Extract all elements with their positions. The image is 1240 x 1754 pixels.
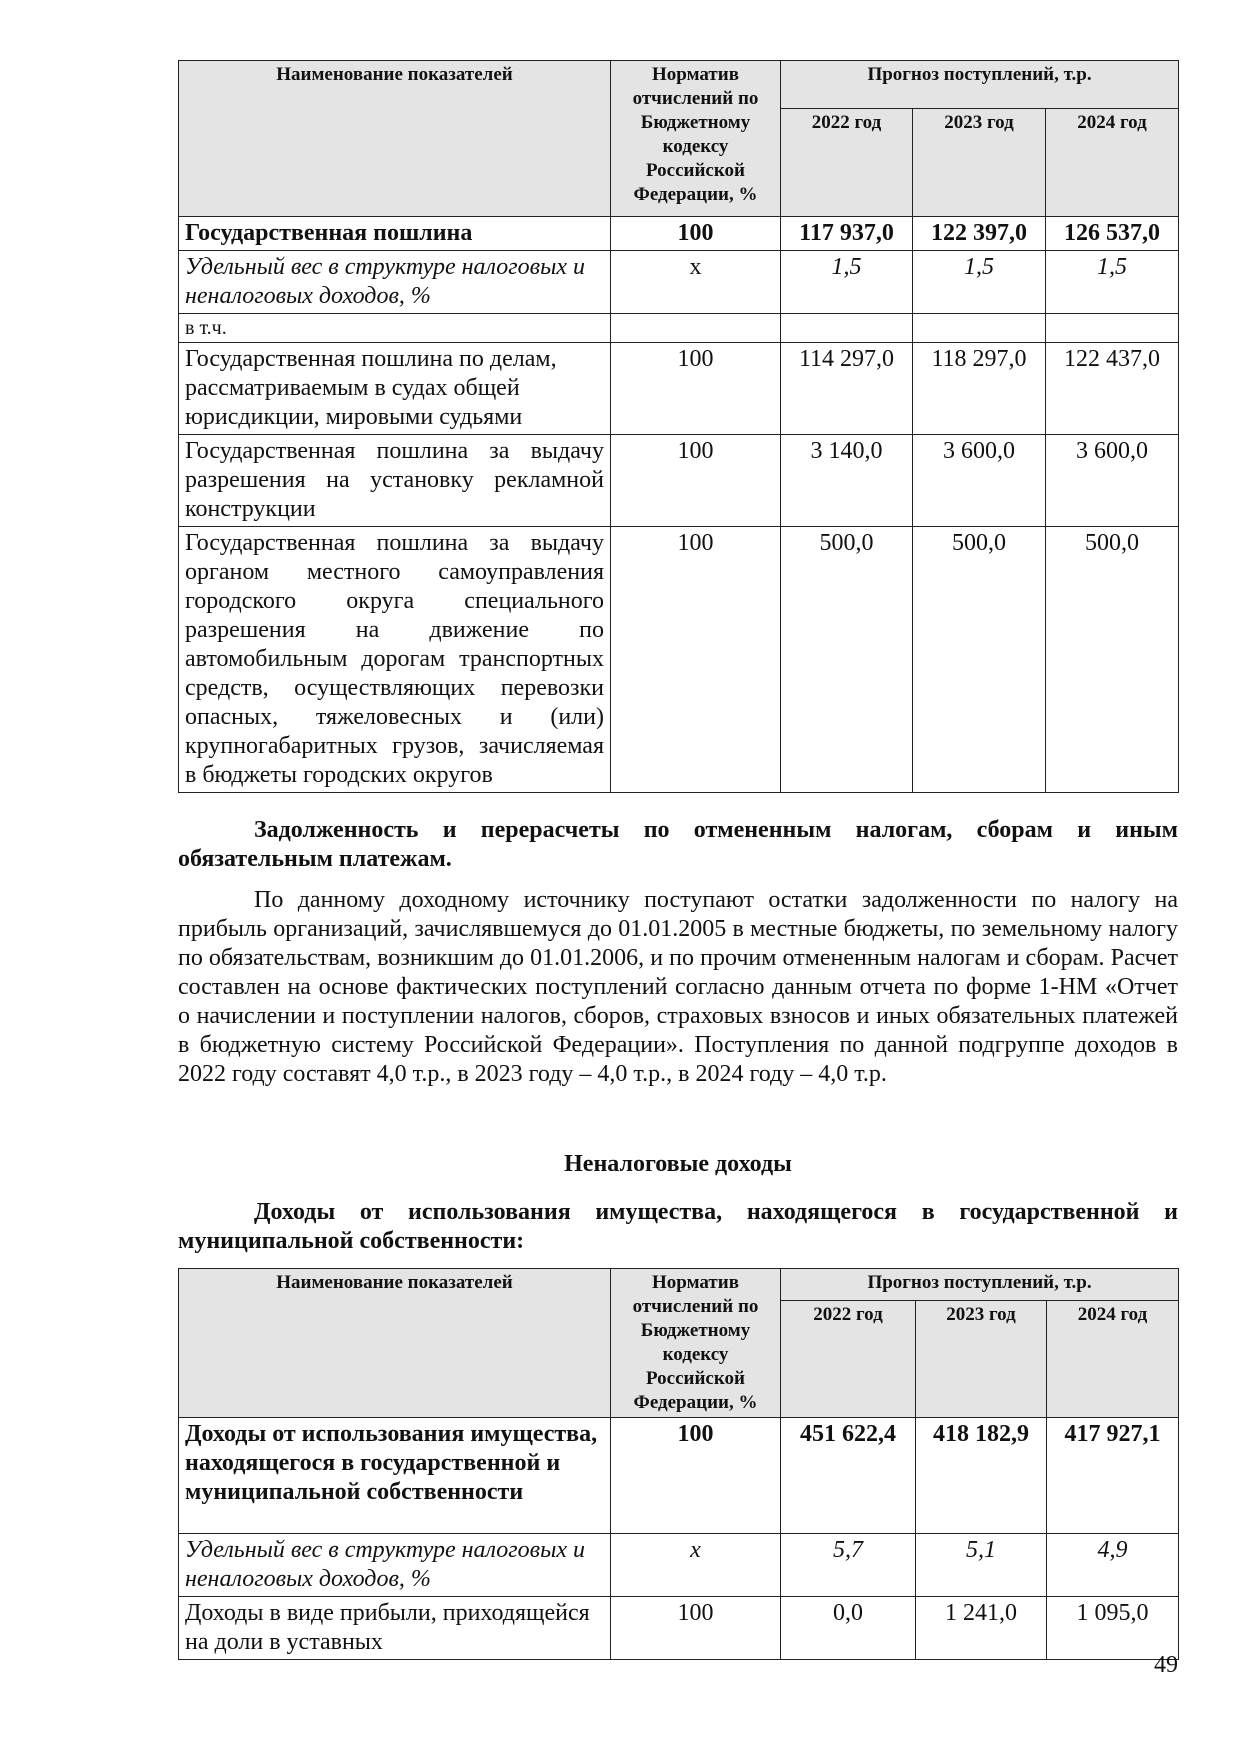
row-name: Доходы от использования имущества, находящегося в государственной и муниципальной собственности — [179, 1418, 611, 1534]
row-name: в т.ч. — [179, 314, 611, 343]
row-value-2023: 500,0 — [913, 527, 1046, 793]
row-norm — [611, 314, 781, 343]
row-norm: x — [611, 1534, 781, 1597]
row-value-2024: 4,9 — [1047, 1534, 1179, 1597]
row-value-2022: 5,7 — [781, 1534, 916, 1597]
header-year-2023: 2023 год — [916, 1301, 1047, 1418]
row-value-2024: 122 437,0 — [1046, 343, 1179, 435]
row-value-2024: 1 095,0 — [1047, 1597, 1179, 1660]
row-value-2024: 1,5 — [1046, 251, 1179, 314]
row-name: Государственная пошлина — [179, 217, 611, 251]
header-name: Наименование показателей — [179, 61, 611, 217]
row-value-2022: 0,0 — [781, 1597, 916, 1660]
header-forecast: Прогноз поступлений, т.р. — [781, 61, 1179, 109]
row-value-2024 — [1046, 314, 1179, 343]
row-norm: 100 — [611, 435, 781, 527]
header-year-2022: 2022 год — [781, 1301, 916, 1418]
header-year-2024: 2024 год — [1047, 1301, 1179, 1418]
table-row — [179, 527, 1179, 793]
header-year-2023: 2023 год — [913, 109, 1046, 217]
row-value-2023: 1 241,0 — [916, 1597, 1047, 1660]
row-value-2024: 500,0 — [1046, 527, 1179, 793]
header-norm: Норматив отчислений по Бюджетному кодексу Российской Федерации, % — [611, 61, 781, 217]
section-title-nontax: Неналоговые доходы — [564, 1151, 792, 1177]
row-name: Удельный вес в структуре налоговых и неналоговых доходов, % — [179, 1534, 611, 1597]
table-row — [179, 435, 1179, 527]
row-name: Доходы в виде прибыли, приходящейся на доли в уставных — [179, 1597, 611, 1660]
row-norm: x — [611, 251, 781, 314]
row-name: Государственная пошлина за выдачу органом местного самоуправления городского округа специального разрешения на движение по автомобильным дорогам транспортных средств, осуществляющих перевозки опасных, тяжеловесных и (или) крупногабаритных грузов, зачисляемая в бюджеты городских округов — [179, 527, 611, 793]
row-name: Государственная пошлина по делам, рассматриваемым в судах общей юрисдикции, мировыми судьями — [179, 343, 611, 435]
revenue-table-property — [178, 1268, 1179, 1660]
section-heading-debt: Задолженность и перерасчеты по отмененным налогам, сборам и иным обязательным платежам. — [178, 817, 1178, 872]
header-forecast: Прогноз поступлений, т.р. — [781, 1269, 1179, 1301]
row-value-2023: 418 182,9 — [916, 1418, 1047, 1534]
row-value-2022: 114 297,0 — [781, 343, 913, 435]
row-value-2024: 417 927,1 — [1047, 1418, 1179, 1534]
row-value-2023: 118 297,0 — [913, 343, 1046, 435]
row-norm: 100 — [611, 1418, 781, 1534]
row-norm: 100 — [611, 1597, 781, 1660]
row-name: Государственная пошлина за выдачу разрешения на установку рекламной конструкции — [179, 435, 611, 527]
row-norm: 100 — [611, 343, 781, 435]
page-number: 49 — [1154, 1652, 1178, 1678]
table-row — [179, 217, 1179, 251]
row-value-2022 — [781, 314, 913, 343]
header-norm: Норматив отчислений по Бюджетному кодексу Российской Федерации, % — [611, 1269, 781, 1418]
section-heading-property: Доходы от использования имущества, находящегося в государственной и муниципальной собственности: — [178, 1199, 1178, 1254]
table-row — [179, 343, 1179, 435]
row-value-2024: 3 600,0 — [1046, 435, 1179, 527]
section-paragraph-debt: По данному доходному источнику поступают остатки задолженности по налогу на прибыль организаций, зачислявшемуся до 01.01.2005 в местные бюджеты, по земельному налогу по обязательствам, возникшим до 01.01.2006, и по прочим отмененным налогам и сборам. Расчет составлен на основе фактических поступлений согласно данным отчета по форме 1-НМ «Отчет о начислении и поступлении налогов, сборов, страховых взносов и иных обязательных платежей в бюджетную систему Российской Федерации». Поступления по данной подгруппе доходов в 2022 году составят 4,0 т.р., в 2023 году – 4,0 т.р., в 2024 году – 4,0 т.р. — [178, 887, 1178, 1087]
header-year-2024: 2024 год — [1046, 109, 1179, 217]
row-value-2023: 5,1 — [916, 1534, 1047, 1597]
row-value-2024: 126 537,0 — [1046, 217, 1179, 251]
table-row — [179, 251, 1179, 314]
row-value-2023: 1,5 — [913, 251, 1046, 314]
table-row — [179, 1534, 1179, 1597]
row-norm: 100 — [611, 217, 781, 251]
row-name: Удельный вес в структуре налоговых и неналоговых доходов, % — [179, 251, 611, 314]
header-year-2022: 2022 год — [781, 109, 913, 217]
row-value-2022: 1,5 — [781, 251, 913, 314]
row-value-2022: 500,0 — [781, 527, 913, 793]
table-row — [179, 1418, 1179, 1534]
table-row — [179, 1597, 1179, 1660]
table-row — [179, 314, 1179, 343]
header-name: Наименование показателей — [179, 1269, 611, 1418]
row-value-2022: 451 622,4 — [781, 1418, 916, 1534]
row-norm: 100 — [611, 527, 781, 793]
row-value-2023: 122 397,0 — [913, 217, 1046, 251]
row-value-2022: 117 937,0 — [781, 217, 913, 251]
row-value-2022: 3 140,0 — [781, 435, 913, 527]
revenue-table-state-duty — [178, 60, 1179, 793]
row-value-2023 — [913, 314, 1046, 343]
row-value-2023: 3 600,0 — [913, 435, 1046, 527]
